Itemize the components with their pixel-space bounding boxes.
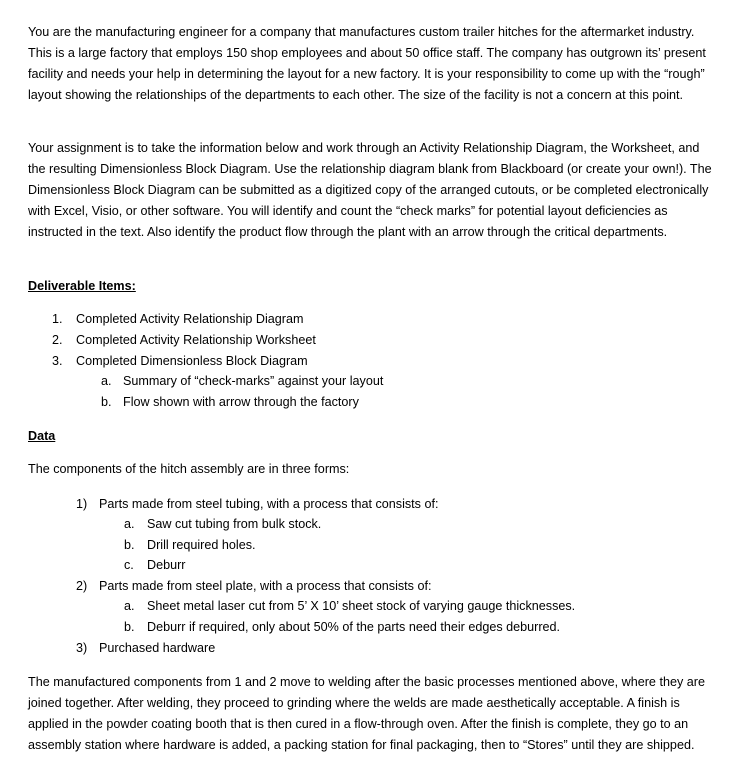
sublist-item: Flow shown with arrow through the factory	[123, 395, 359, 409]
list-item-marker: 1)	[76, 497, 88, 511]
sublist-item-marker: b.	[124, 620, 135, 634]
list-item-marker: 2)	[76, 579, 88, 593]
sublist-item: Drill required holes.	[147, 538, 256, 552]
intro-paragraph-1: You are the manufacturing engineer for a company that manufactures custom trailer hitches for the aftermarket industry. This is a large factory that employs 150 shop employees and about 50 office staff. The company has outgrown its’ present facility and needs your help in determining the layout for a new factory. It is your responsibility to come up with the “rough” layout showing the relationships of the departments to each other. The size of the facility is not a concern at this point.	[28, 25, 706, 102]
sublist-item: Deburr if required, only about 50% of the parts need their edges deburred.	[147, 620, 561, 634]
sublist-item: Deburr	[147, 558, 186, 572]
closing-paragraph: The manufactured components from 1 and 2 move to welding after the basic processes mentioned above, where they are joined together. After welding, they proceed to grinding where the welds are made aesthetically acceptable. A finish is applied in the powder coating booth that is then cured in a flow-through oven. After the finish is complete, they go to an assembly station where hardware is added, a packing station for final packaging, then to “Stores” until they are shipped.	[28, 675, 705, 752]
list-item-marker: 3)	[76, 641, 88, 655]
list-item-marker: 1.	[52, 312, 63, 326]
list-item: Parts made from steel plate, with a process that consists of:	[99, 579, 432, 593]
data-heading: Data	[28, 429, 56, 443]
list-item-marker: 2.	[52, 333, 63, 347]
list-item-marker: 3.	[52, 354, 63, 368]
sublist-item: Sheet metal laser cut from 5’ X 10’ sheet stock of varying gauge thicknesses.	[147, 599, 576, 613]
deliverables-heading: Deliverable Items:	[28, 279, 136, 293]
sublist-item: Saw cut tubing from bulk stock.	[147, 517, 322, 531]
list-item: Completed Dimensionless Block Diagram	[76, 354, 308, 368]
list-item: Parts made from steel tubing, with a process that consists of:	[99, 497, 439, 511]
sublist-item-marker: a.	[124, 517, 135, 531]
sublist-item-marker: a.	[124, 599, 135, 613]
intro-paragraph-2: Your assignment is to take the information below and work through an Activity Relationship Diagram, the Worksheet, and the resulting Dimensionless Block Diagram. Use the relationship diagram blank from Blackboard (or create your own!). The Dimensionless Block Diagram can be submitted as a digitized copy of the arranged cutouts, or be completed electronically with Excel, Visio, or other software. You will identify and count the “check marks” for potential layout deficiencies as instructed in the text. Also identify the product flow through the plant with an arrow through the critical departments.	[28, 141, 712, 239]
sublist-item: Summary of “check-marks” against your layout	[123, 374, 384, 388]
sublist-item-marker: b.	[124, 538, 135, 552]
sublist-item-marker: c.	[124, 558, 134, 572]
sublist-item-marker: b.	[101, 395, 112, 409]
list-item: Purchased hardware	[99, 641, 216, 655]
list-item: Completed Activity Relationship Worksheet	[76, 333, 316, 347]
data-intro: The components of the hitch assembly are in three forms:	[28, 462, 350, 476]
list-item: Completed Activity Relationship Diagram	[76, 312, 304, 326]
sublist-item-marker: a.	[101, 374, 112, 388]
